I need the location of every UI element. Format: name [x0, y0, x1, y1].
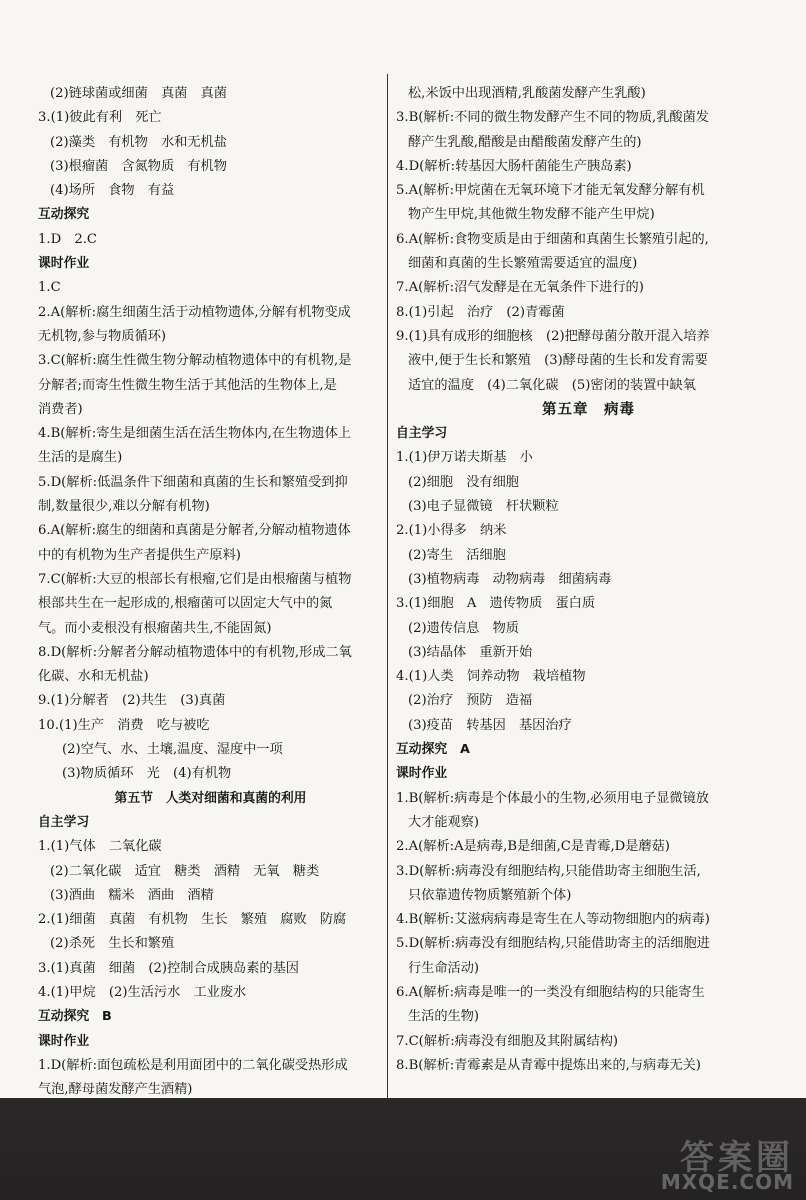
- section-heading: 互动探究: [38, 207, 90, 223]
- answer-line: 2.(1)小得多 纳米: [396, 523, 507, 539]
- answer-line: 化碳、水和无机盐): [38, 669, 149, 685]
- answer-line: 1.(1)伊万诺夫斯基 小: [396, 450, 533, 466]
- answer-line: 3.(1)彼此有利 死亡: [38, 110, 162, 126]
- answer-line: (3)物质循环 光 (4)有机物: [62, 766, 232, 782]
- answer-line: 气。而小麦根没有根瘤菌共生,不能固氮): [38, 620, 272, 636]
- answer-line: 7.A(解析:沼气发酵是在无氧条件下进行的): [396, 280, 644, 296]
- column-divider: [387, 74, 388, 1104]
- answer-line: (3)疫苗 转基因 基因治疗: [408, 717, 572, 733]
- answer-line: 1.(1)气体 二氧化碳: [38, 839, 162, 855]
- answer-line: 酵产生乳酸,醋酸是由醋酸菌发酵产生的): [408, 134, 642, 150]
- left-column: [38, 82, 383, 1102]
- answer-line: 3.D(解析:病毒没有细胞结构,只能借助寄主细胞生活,: [396, 863, 701, 879]
- answer-line: 消费者): [38, 401, 83, 417]
- answer-line: 2.(1)细菌 真菌 有机物 生长 繁殖 腐败 防腐: [38, 912, 347, 928]
- section-heading: 自主学习: [396, 426, 448, 442]
- answer-line: 根部共生在一起形成的,根瘤菌可以固定大气中的氮: [38, 596, 333, 612]
- answer-line: 行生命活动): [408, 960, 480, 976]
- answer-line: 4.B(解析:寄生是细菌生活在活生物体内,在生物遗体上: [38, 426, 351, 442]
- answer-line: (3)植物病毒 动物病毒 细菌病毒: [408, 571, 612, 587]
- section-heading: 课时作业: [38, 1033, 90, 1049]
- answer-line: 3.B(解析:不同的微生物发酵产生不同的物质,乳酸菌发: [396, 110, 709, 126]
- answer-line: 10.(1)生产 消费 吃与被吃: [38, 717, 210, 733]
- answer-line: 2.A(解析:A是病毒,B是细菌,C是青霉,D是蘑菇): [396, 839, 670, 855]
- answer-line: (2)二氧化碳 适宜 糖类 酒精 无氧 糖类: [50, 863, 320, 879]
- answer-line: 3.(1)真菌 细菌 (2)控制合成胰岛素的基因: [38, 960, 299, 976]
- section-heading: 课时作业: [396, 766, 448, 782]
- watermark-url: MXQE.COM: [660, 1170, 794, 1194]
- answer-line: 6.A(解析:病毒是唯一的一类没有细胞结构的只能寄生: [396, 984, 705, 1000]
- section-heading: 课时作业: [38, 256, 90, 272]
- answer-line: (3)电子显微镜 杆状颗粒: [408, 499, 559, 515]
- answer-line: 4.D(解析:转基因大肠杆菌能生产胰岛素): [396, 158, 632, 174]
- answer-line: 分解者;而寄生性微生物生活于其他活的生物体上,是: [38, 377, 337, 393]
- answer-line: 生活的生物): [408, 1009, 480, 1025]
- answer-line: 8.(1)引起 治疗 (2)青霉菌: [396, 304, 565, 320]
- answer-line: 9.(1)具有成形的细胞核 (2)把酵母菌分散开混入培养: [396, 328, 710, 344]
- answer-line: 8.B(解析:青霉素是从青霉中提炼出来的,与病毒无关): [396, 1057, 701, 1073]
- answer-line: 7.C(解析:大豆的根部长有根瘤,它们是由根瘤菌与植物: [38, 571, 352, 587]
- answer-line: 7.C(解析:病毒没有细胞及其附属结构): [396, 1033, 619, 1049]
- answer-line: 5.D(解析:低温条件下细菌和真菌的生长和繁殖受到抑: [38, 474, 348, 490]
- answer-line: 4.B(解析:艾滋病病毒是寄生在人等动物细胞内的病毒): [396, 912, 710, 928]
- section-heading: 互动探究 A: [396, 742, 470, 758]
- answer-line: 中的有机物为生产者提供生产原料): [38, 547, 241, 563]
- section-heading: 互动探究 B: [38, 1009, 112, 1025]
- answer-line: 物产生甲烷,其他微生物发酵不能产生甲烷): [408, 207, 655, 223]
- answer-line: (2)寄生 活细胞: [408, 547, 506, 563]
- answer-line: 2.A(解析:腐生细菌生活于动植物遗体,分解有机物变成: [38, 304, 351, 320]
- answer-line: 1.D(解析:面包疏松是利用面团中的二氧化碳受热形成: [38, 1057, 348, 1073]
- answer-line: 6.A(解析:腐生的细菌和真菌是分解者,分解动植物遗体: [38, 523, 351, 539]
- answer-line: 4.(1)人类 饲养动物 栽培植物: [396, 669, 586, 685]
- section-heading: 第五节 人类对细菌和真菌的利用: [114, 790, 307, 806]
- section-heading: 第五章 病毒: [542, 401, 635, 418]
- answer-line: 细菌和真菌的生长繁殖需要适宜的温度): [408, 256, 638, 272]
- answer-line: 气泡,酵母菌发酵产生酒精): [38, 1082, 193, 1098]
- answer-line: (2)藻类 有机物 水和无机盐: [50, 134, 227, 150]
- answer-line: 生活的是腐生): [38, 450, 123, 466]
- answer-line: 无机物,参与物质循环): [38, 328, 167, 344]
- answer-line: (3)结晶体 重新开始: [408, 644, 533, 660]
- answer-line: 适宜的温度 (4)二氧化碳 (5)密闭的装置中缺氧: [408, 377, 696, 393]
- answer-line: 6.A(解析:食物变质是由于细菌和真菌生长繁殖引起的,: [396, 231, 709, 247]
- answer-line: (2)治疗 预防 造福: [408, 693, 533, 709]
- answer-line: (2)杀死 生长和繁殖: [50, 936, 175, 952]
- answer-line: 5.A(解析:甲烷菌在无氧环境下才能无氧发酵分解有机: [396, 183, 705, 199]
- answer-line: (2)细胞 没有细胞: [408, 474, 519, 490]
- answer-line: (4)场所 食物 有益: [50, 183, 175, 199]
- answer-line: 大才能观察): [408, 814, 480, 830]
- answer-line: 1.B(解析:病毒是个体最小的生物,必须用电子显微镜放: [396, 790, 709, 806]
- answer-line: (3)根瘤菌 含氮物质 有机物: [50, 158, 227, 174]
- answer-line: (2)空气、水、土壤,温度、湿度中一项: [62, 742, 283, 758]
- answer-line: 3.(1)细胞 A 遗传物质 蛋白质: [396, 596, 596, 612]
- section-heading: 自主学习: [38, 814, 90, 830]
- answer-line: 8.D(解析:分解者分解动植物遗体中的有机物,形成二氧: [38, 644, 352, 660]
- answer-line: (2)遗传信息 物质: [408, 620, 519, 636]
- watermark-logo: [644, 1130, 794, 1194]
- right-column: [396, 82, 781, 1078]
- bottom-dark-band: [0, 1098, 806, 1200]
- answer-line: 9.(1)分解者 (2)共生 (3)真菌: [38, 693, 226, 709]
- answer-line: 3.C(解析:腐生性微生物分解动植物遗体中的有机物,是: [38, 353, 352, 369]
- answer-line: 1.C: [38, 280, 61, 296]
- answer-line: (2)链球菌或细菌 真菌 真菌: [50, 86, 227, 101]
- answer-line: 只依靠遗传物质繁殖新个体): [408, 887, 572, 903]
- watermark-title: 答案圈: [680, 1138, 794, 1178]
- answer-line: 制,数量很少,难以分解有机物): [38, 499, 210, 515]
- answer-line: 1.D 2.C: [38, 231, 98, 247]
- answer-line: 松,米饭中出现酒精,乳酸菌发酵产生乳酸): [408, 86, 646, 101]
- answer-line: (3)酒曲 糯米 酒曲 酒精: [50, 887, 214, 903]
- answer-line: 5.D(解析:病毒没有细胞结构,只能借助寄主的活细胞进: [396, 936, 710, 952]
- answer-line: 4.(1)甲烷 (2)生活污水 工业废水: [38, 984, 247, 1000]
- answer-line: 液中,便于生长和繁殖 (3)酵母菌的生长和发育需要: [408, 353, 708, 369]
